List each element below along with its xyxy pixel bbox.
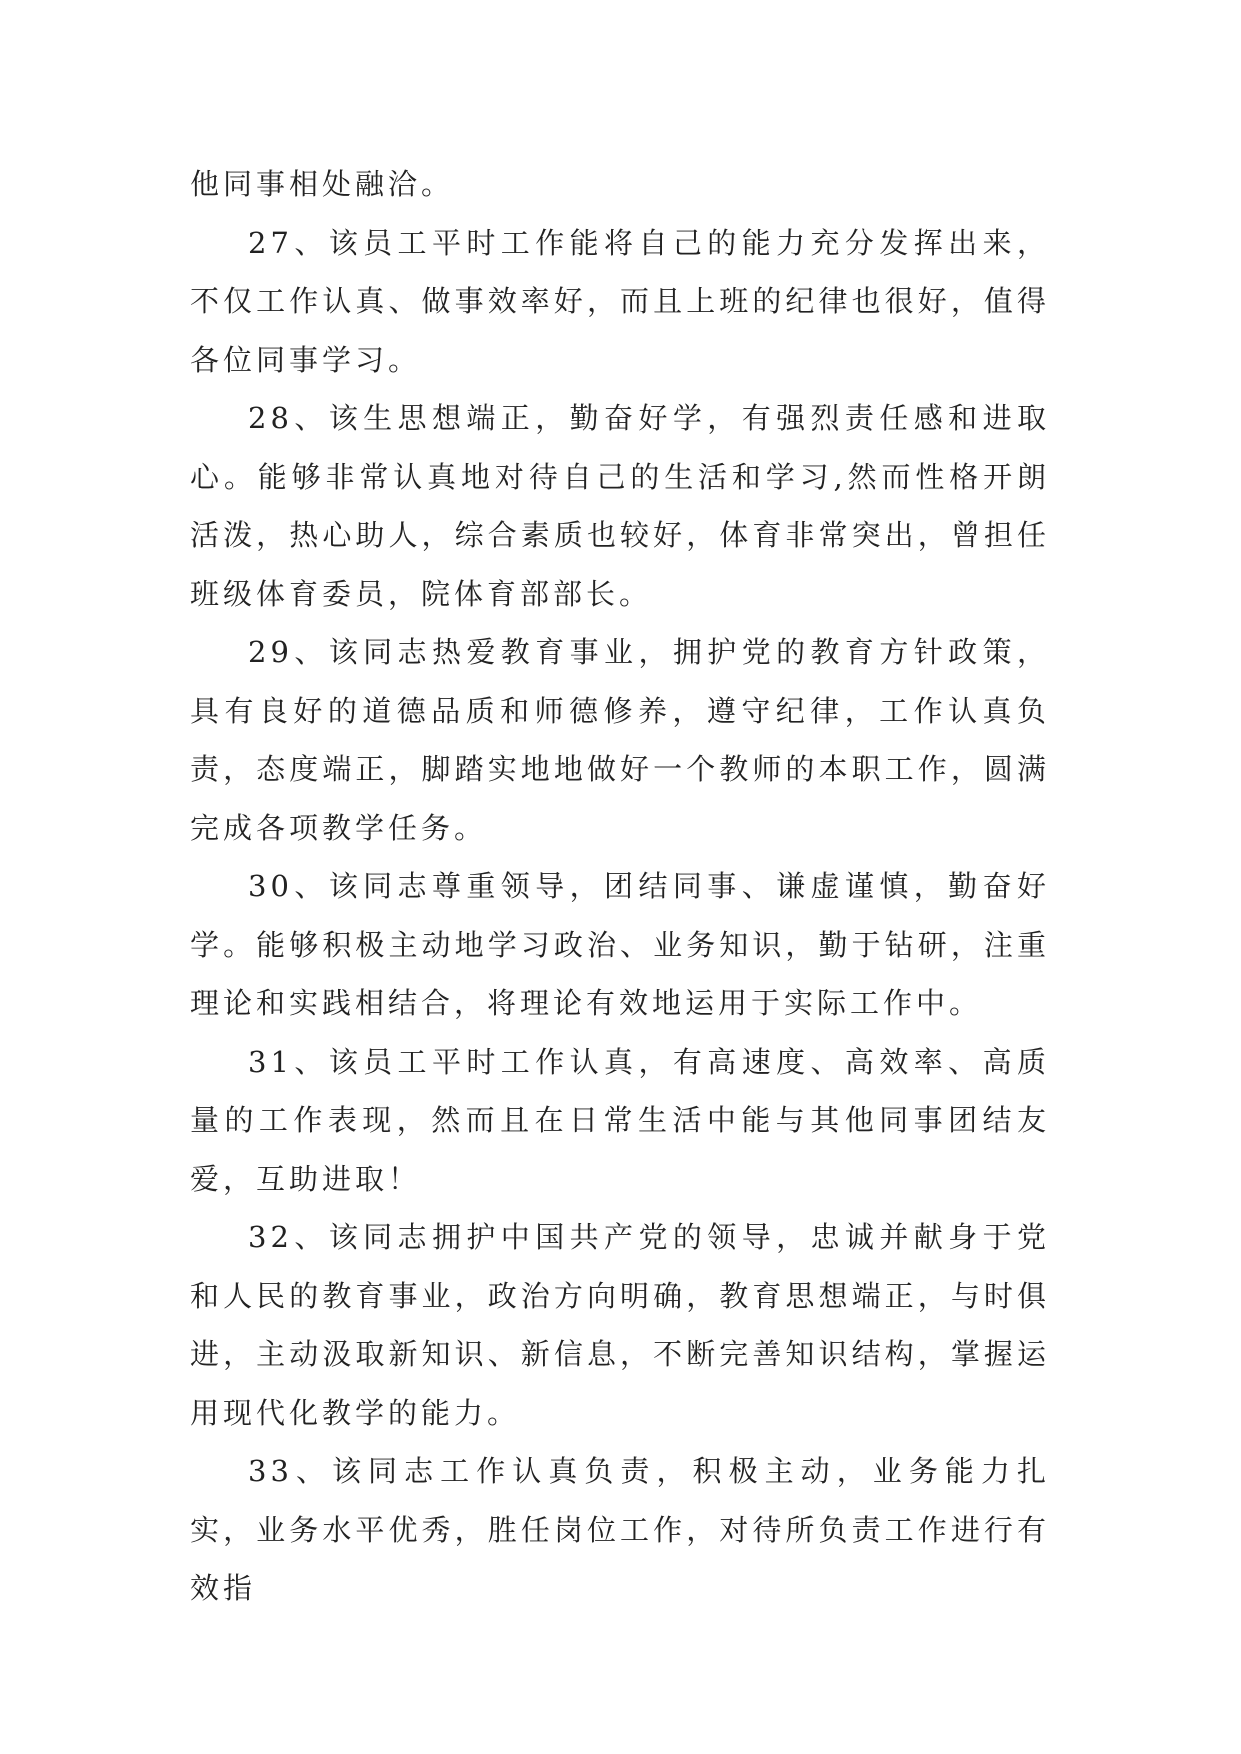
paragraph-27: 27、该员工平时工作能将自己的能力充分发挥出来，不仅工作认真、做事效率好，而且上班的纪律也很好，值得各位同事学习。 — [190, 225, 1050, 377]
paragraph-32: 32、该同志拥护中国共产党的领导，忠诚并献身于党和人民的教育事业，政治方向明确，教育思想端正，与时俱进，主动汲取新知识、新信息，不断完善知识结构，掌握运用现代化教学的能力。 — [190, 1220, 1050, 1430]
document-body — [190, 155, 1050, 1618]
paragraph-continuation: 他同事相处融洽。 — [190, 167, 455, 201]
paragraph-30: 30、该同志尊重领导，团结同事、谦虚谨慎，勤奋好学。能够积极主动地学习政治、业务知识，勤于钻研，注重理论和实践相结合，将理论有效地运用于实际工作中。 — [190, 869, 1050, 1020]
paragraph-31: 31、该员工平时工作认真，有高速度、高效率、高质量的工作表现，然而且在日常生活中能与其他同事团结友爱，互助进取！ — [190, 1044, 1050, 1196]
paragraph-33: 33、该同志工作认真负责，积极主动，业务能力扎实，业务水平优秀，胜任岗位工作，对待所负责工作进行有效指 — [190, 1454, 1050, 1605]
paragraph-29: 29、该同志热爱教育事业，拥护党的教育方针政策，具有良好的道德品质和师德修养，遵守纪律，工作认真负责，态度端正，脚踏实地地做好一个教师的本职工作，圆满完成各项教学任务。 — [190, 635, 1050, 845]
paragraph-28: 28、该生思想端正，勤奋好学，有强烈责任感和进取心。能够非常认真地对待自己的生活和学习,然而性格开朗活泼，热心助人，综合素质也较好，体育非常突出，曾担任班级体育委员，院体育部部长。 — [190, 401, 1050, 611]
